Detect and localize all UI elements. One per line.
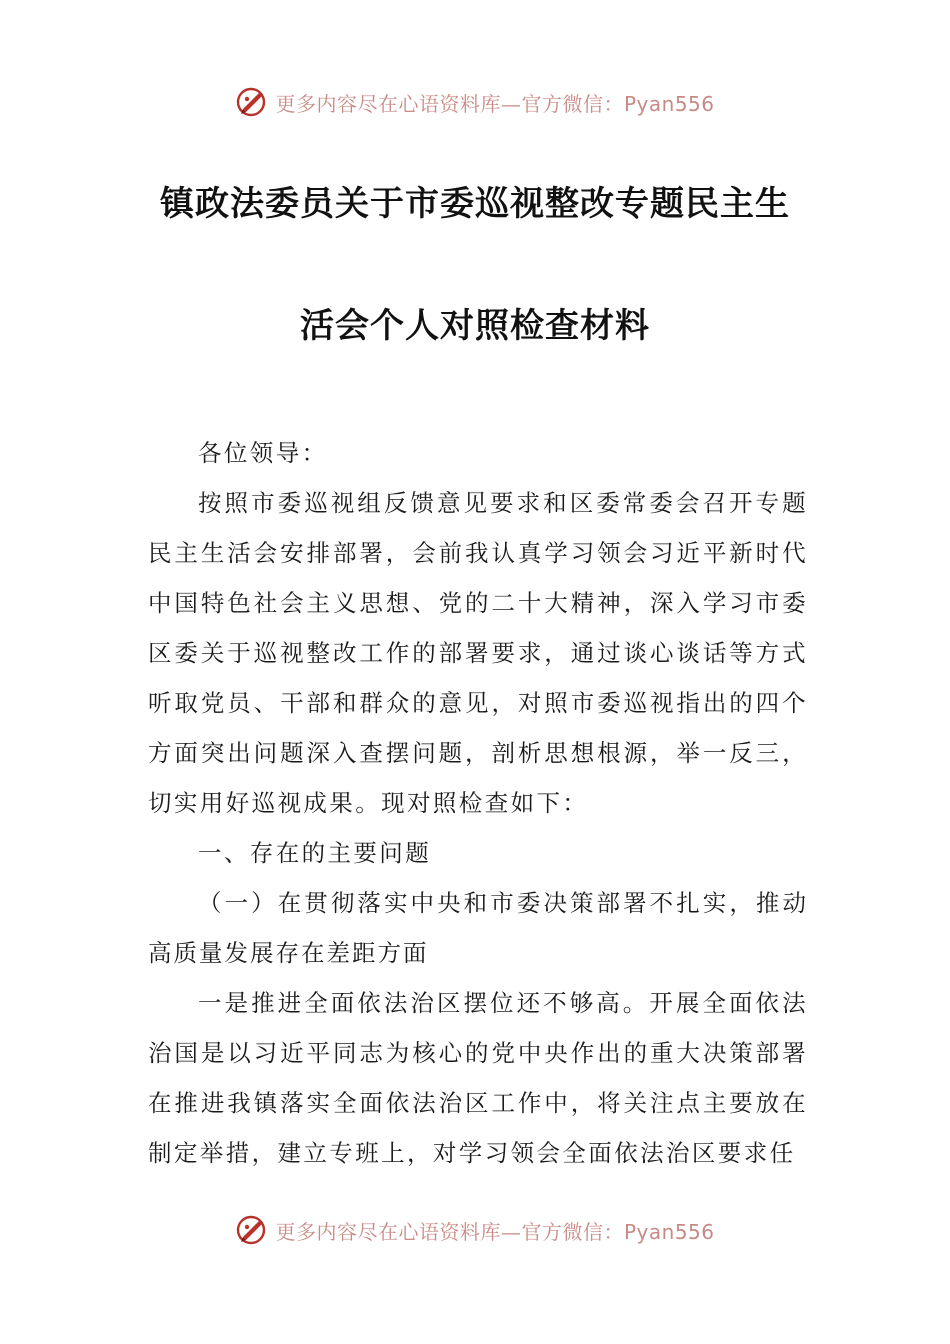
header-banner-text: [275, 88, 714, 117]
footer-banner-slogan: 更多内容尽在心语资料库: [275, 1219, 501, 1244]
pen-logo-icon: [235, 1213, 269, 1247]
intro-paragraph: 按照市委巡视组反馈意见要求和区委常委会召开专题民主生活会安排部署，会前我认真学习领会习近平新时代中国特色社会主义思想、党的二十大精神，深入学习市委区委关于巡视整改工作的部署要求，通过谈心谈话等方式听取党员、干部和群众的意见，对照市委巡视指出的四个方面突出问题深入查摆问题，剖析思想根源，举一反三，切实用好巡视成果。现对照检查如下：: [148, 489, 808, 817]
pen-logo-icon: [235, 85, 269, 119]
footer-banner-text: [275, 1216, 714, 1245]
footer-banner-dash: —: [500, 1219, 522, 1244]
section-heading-1: 一、存在的主要问题: [198, 839, 432, 867]
document-title-line-2: 活会个人对照检查材料: [300, 306, 650, 346]
header-banner-wechat-label: 官方微信：: [521, 91, 624, 116]
header-banner: [0, 80, 950, 124]
header-banner-slogan: 更多内容尽在心语资料库: [275, 91, 501, 116]
salutation: 各位领导：: [198, 439, 328, 467]
header-banner-wechat-id: Pyan556: [623, 91, 715, 116]
footer-banner-wechat-label: 官方微信：: [521, 1219, 624, 1244]
subsection-heading-1: （一）在贯彻落实中央和市委决策部署不扎实，推动高质量发展存在差距方面: [148, 889, 808, 967]
header-banner-dash: —: [500, 91, 522, 116]
document-body: [148, 428, 808, 1178]
document-title-line-1: 镇政法委员关于市委巡视整改专题民主生: [160, 184, 790, 224]
footer-banner: [0, 1208, 950, 1252]
footer-banner-wechat-id: Pyan556: [623, 1219, 715, 1244]
point-paragraph-1: 一是推进全面依法治区摆位还不够高。开展全面依法治国是以习近平同志为核心的党中央作出的重大决策部署在推进我镇落实全面依法治区工作中，将关注点主要放在制定举措，建立专班上，对学习领会全面依法治区要求任: [148, 989, 808, 1167]
